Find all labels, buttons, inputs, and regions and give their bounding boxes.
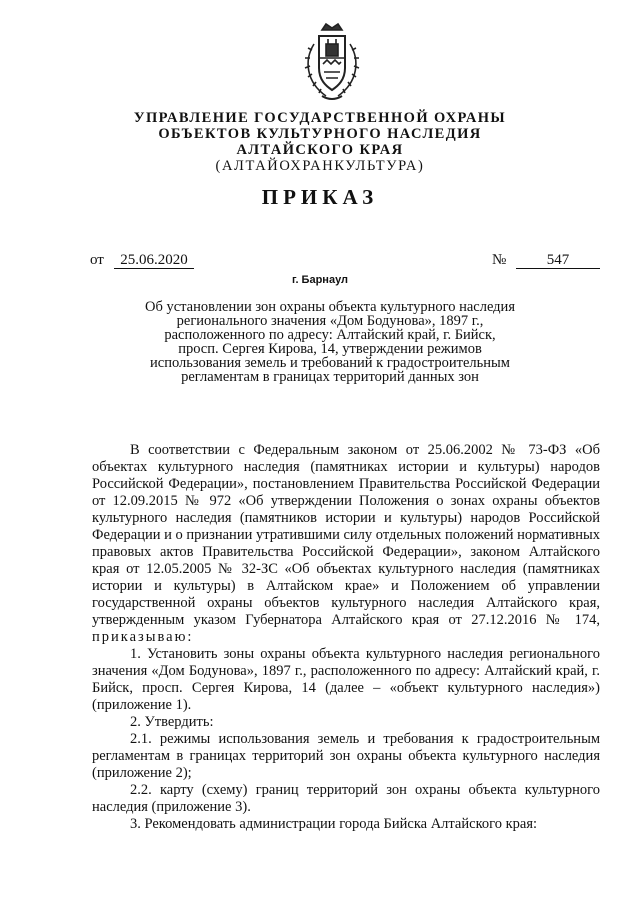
item-3: 3. Рекомендовать администрации города Бийска Алтайского края: [130,816,538,832]
subject-line: регионального значения «Дом Бодунова», 1897 г., [176,313,484,329]
order-number: 547 [516,252,600,269]
date-prefix: от [90,252,104,268]
authority-name-line-1: УПРАВЛЕНИЕ ГОСУДАРСТВЕННОЙ ОХРАНЫ [133,110,507,126]
coat-of-arms-icon [300,20,364,104]
order-date: 25.06.2020 [114,252,194,269]
authority-name-line-2: ОБЪЕКТОВ КУЛЬТУРНОГО НАСЛЕДИЯ [158,126,482,142]
subject-line: Об установлении зон охраны объекта культурного наследия [145,299,515,315]
preamble-text: В соответствии с Федеральным законом от 25.06.2002 № 73-ФЗ «Об объектах культурного наследия (памятниках истории и культуры) народов Российской Федерации», постановлением Правительства Российской Федерации от 12.09.2015 № 972 «Об утверждении Положения о зонах охраны объектов культурного наследия (памятников истории и культуры) народов Российской Федерации и о признании утратившими силу отдельных положений нормативных правовых актов Правительства Российской Федерации», законом Алтайского края от 12.05.2005 № 32-ЗС «Об объектах культурного наследия (памятниках истории и культуры) в Алтайском крае» и Положением об управлении государственной охраны объектов культурного наследия Алтайского края, утвержденным указом Губернатора Алтайского края от 27.12.2016 № 174, [92,442,600,628]
authority-short-name: (АЛТАЙОХРАНКУЛЬТУРА) [215,158,425,174]
subject-line: просп. Сергея Кирова, 14, утверждении режимов [178,341,482,357]
subject-line: регламентам в границах территорий данных зон [181,369,479,385]
document-title: ПРИКАЗ [261,185,379,209]
authority-name-line-3: АЛТАЙСКОГО КРАЯ [236,142,404,158]
order-body [92,442,600,833]
order-word: приказываю: [92,629,194,645]
preamble-paragraph [92,442,600,646]
subject-line: использования земель и требований к градостроительным [150,355,510,371]
item-2-1: 2.1. режимы использования земель и требования к градостроительным регламентам в границах территорий зон охраны объекта культурного наследия (приложение 2); [92,731,600,781]
order-subject [120,300,540,384]
number-prefix: № [492,252,507,268]
item-2: 2. Утвердить: [130,714,214,730]
item-1: 1. Установить зоны охраны объекта культурного наследия регионального значения «Дом Бодунова», 1897 г., расположенного по адресу: Алтайский край, г. Бийск, просп. Сергея Кирова, 14 (далее – «объект культурного наследия») (приложение 1). [92,646,600,713]
city-line: г. Барнаул [291,274,349,286]
item-2-2: 2.2. карту (схему) границ территорий зон охраны объекта культурного наследия (приложение 3). [92,782,600,815]
subject-line: расположенного по адресу: Алтайский край, г. Бийск, [164,327,496,343]
issuing-authority [0,110,640,174]
